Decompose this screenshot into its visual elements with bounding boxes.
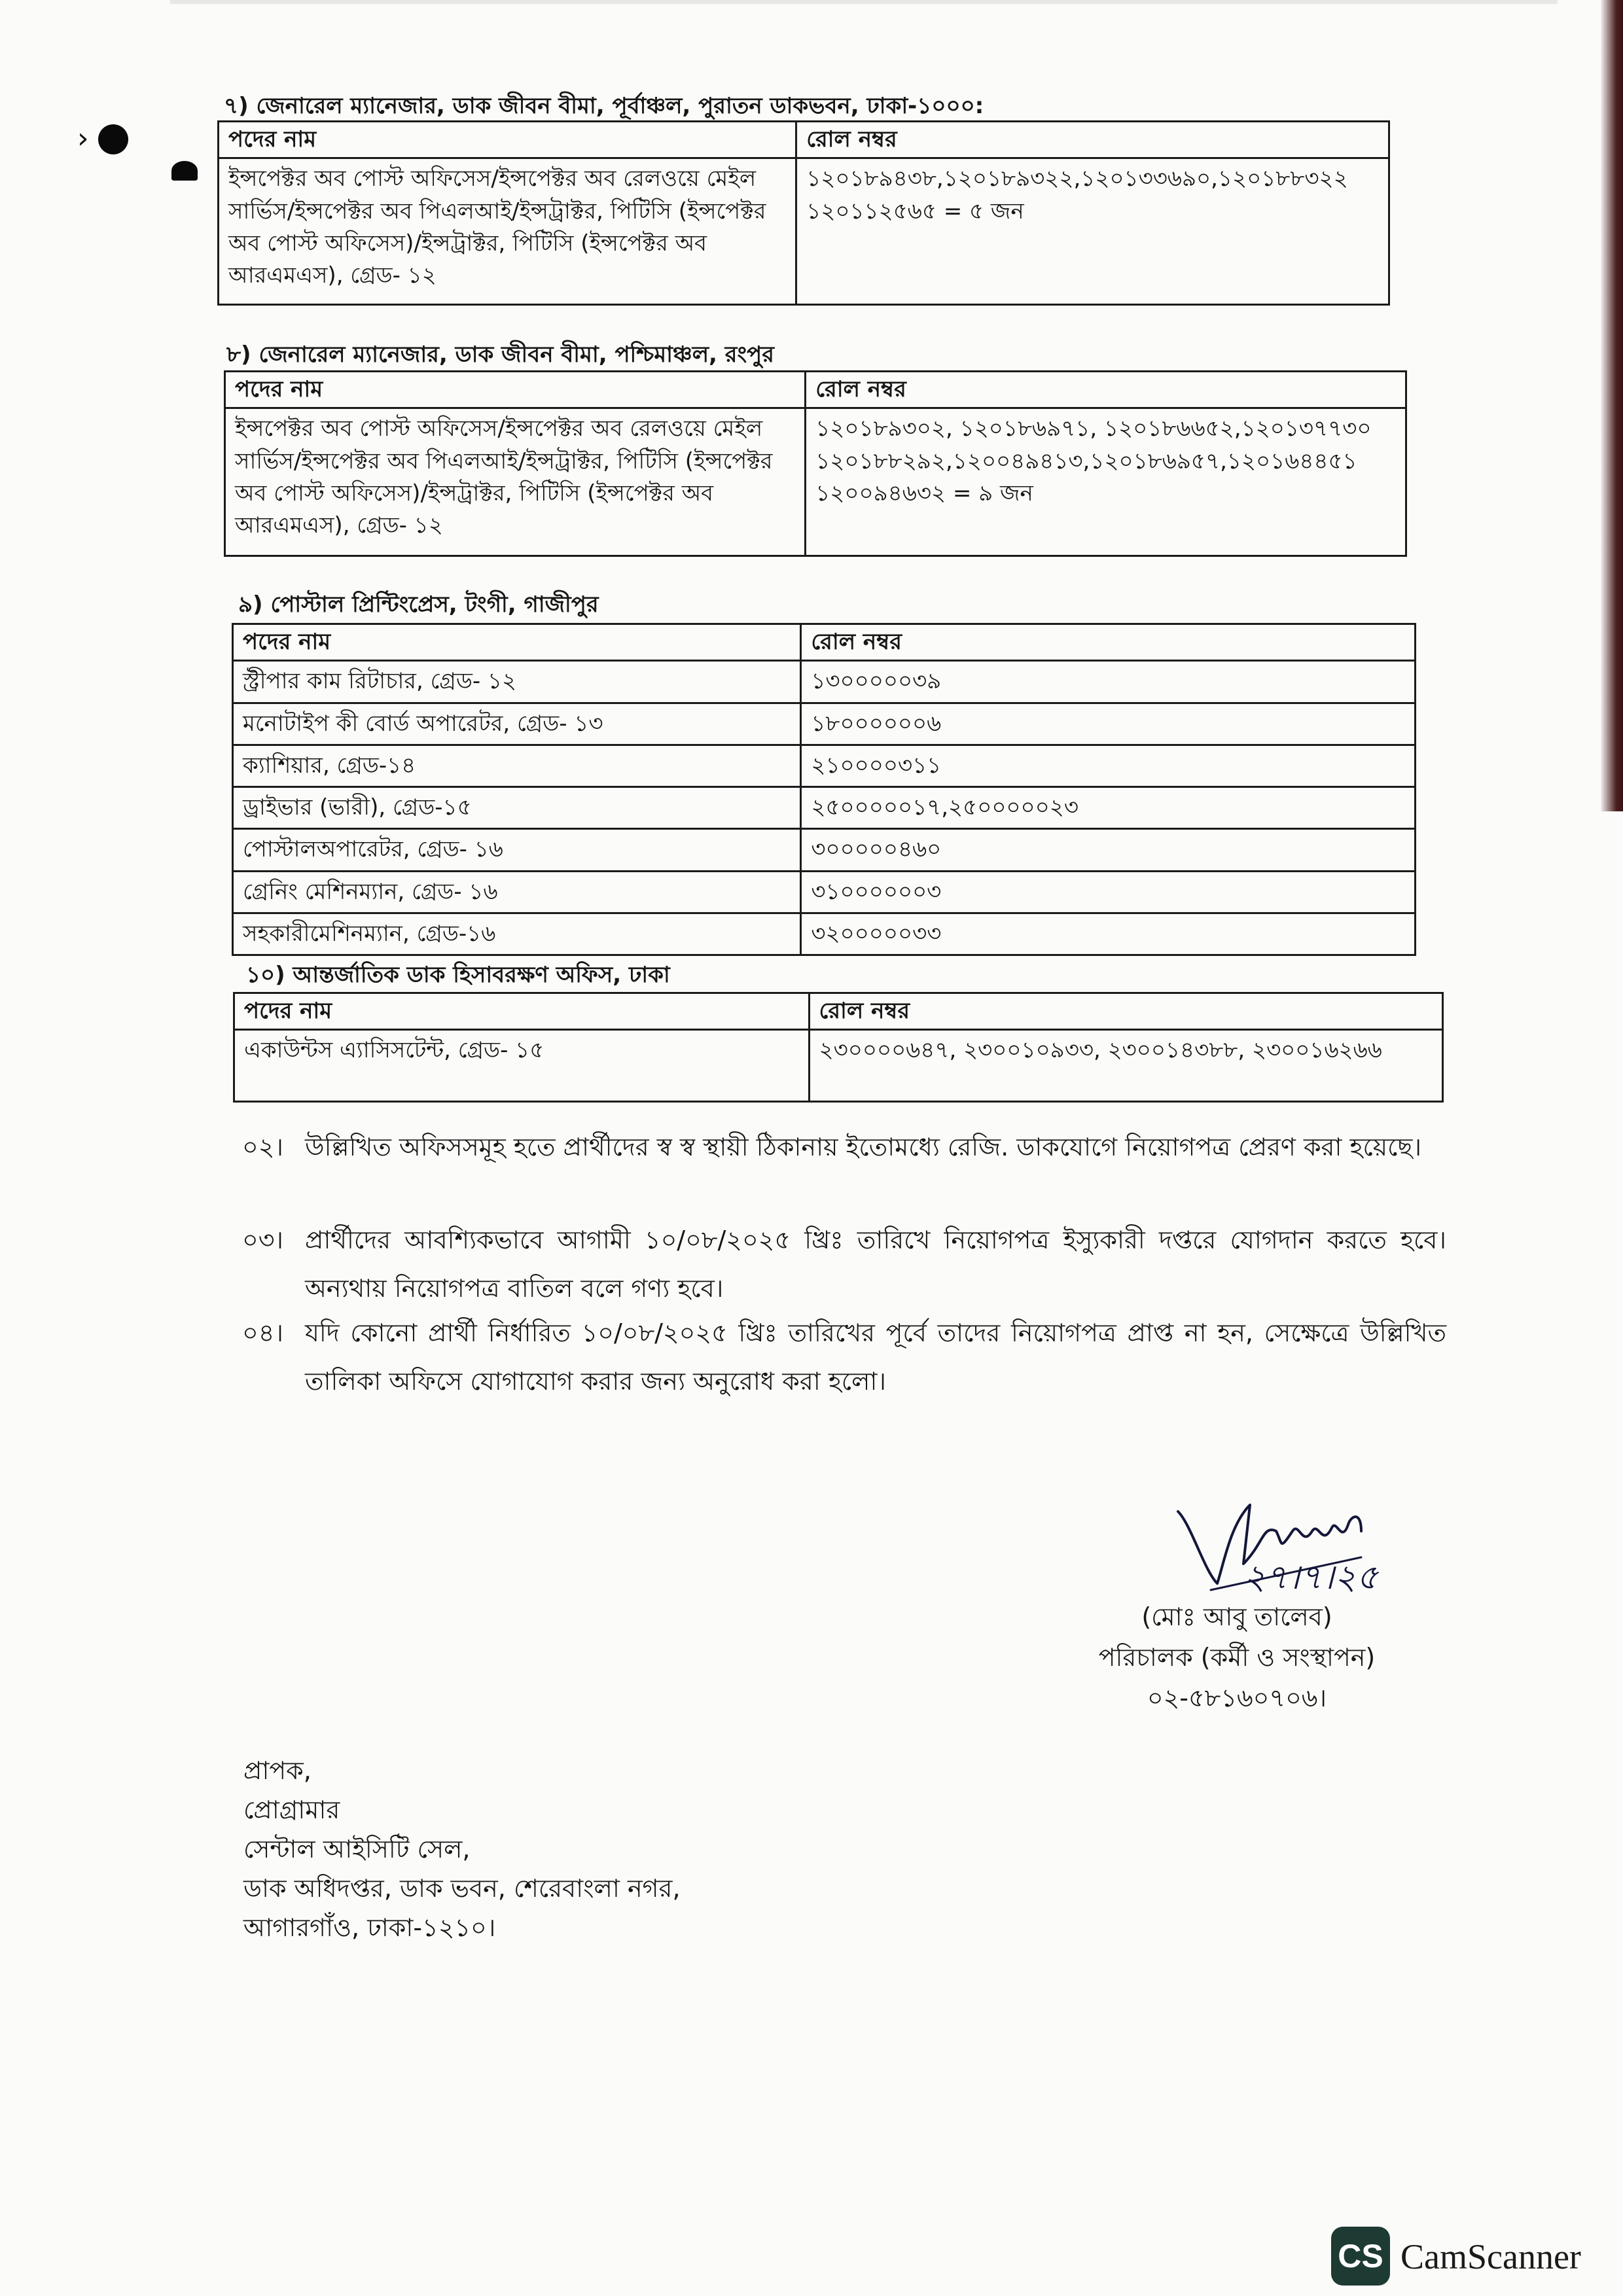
chevron-right-icon: › xyxy=(77,122,89,155)
section-10-title: ১০) আন্তর্জাতিক ডাক হিসাবরক্ষণ অফিস, ঢাকা xyxy=(246,962,670,988)
post-name-cell: ক্যাশিয়ার, গ্রেড-১৪ xyxy=(233,745,801,786)
table-row xyxy=(219,158,1389,305)
table-row xyxy=(225,408,1406,556)
table-row xyxy=(233,913,1416,955)
column-header-post: পদের নাম xyxy=(225,372,806,408)
post-name-cell: ইন্সপেক্টর অব পোস্ট অফিসেস/ইন্সপেক্টর অব রেলওয়ে মেইল সার্ভিস/ইন্সপেক্টর অব পিএলআই/ইন্সট্রাক্টর, পিটিসি (ইন্সপেক্টর অব পোস্ট অফিসেস)/ইন্সট্রাক্টর, পিটিসি (ইন্সপেক্টর অব আরএমএস), গ্রেড- ১২ xyxy=(225,408,806,556)
section-8-title: ৮) জেনারেল ম্যানেজার, ডাক জীবন বীমা, পশ্চিমাঞ্চল, রংপুর xyxy=(226,342,774,368)
post-name-cell: স্ট্রীপার কাম রিটাচার, গ্রেড- ১২ xyxy=(233,661,801,703)
section-7-table xyxy=(217,120,1390,306)
page-top-strip xyxy=(170,0,1558,4)
recipient-line: প্রোগ্রামার xyxy=(243,1795,340,1824)
roll-number-cell: ২৩০০০০৬৪৭, ২৩০০১০৯৩৩, ২৩০০১৪৩৮৮, ২৩০০১৬২৬৬ xyxy=(809,1030,1442,1102)
table-row xyxy=(233,661,1416,703)
paragraph-text: প্রার্থীদের আবশ্যিকভাবে আগামী ১০/০৮/২০২৫ খ্রিঃ তারিখে নিয়োগপত্র ইস্যুকারী দপ্তরে যোগদান করতে হবে। অন্যথায় নিয়োগপত্র বাতিল বলে গণ্য হবে। xyxy=(305,1226,1446,1303)
roll-number-cell: ৩১০০০০০০৩ xyxy=(801,871,1416,913)
roll-number-cell: ২৫০০০০০১৭,২৫০০০০০২৩ xyxy=(801,787,1416,829)
column-header-post: পদের নাম xyxy=(233,624,801,661)
page-edge-shadow xyxy=(1601,0,1623,811)
recipient-block xyxy=(243,1751,681,1947)
roll-number-cell: ১৮০০০০০০৬ xyxy=(801,703,1416,745)
table-row xyxy=(233,745,1416,786)
table-row xyxy=(233,703,1416,745)
column-header-roll: রোল নম্বর xyxy=(809,993,1442,1030)
post-name-cell: মনোটাইপ কী বোর্ড অপারেটর, গ্রেড- ১৩ xyxy=(233,703,801,745)
column-header-roll: রোল নম্বর xyxy=(806,372,1406,408)
table-row xyxy=(233,787,1416,829)
table-row xyxy=(233,829,1416,871)
post-name-cell: সহকারীমেশিনম্যান, গ্রেড-১৬ xyxy=(233,913,801,955)
camscanner-brand-text: CamScanner xyxy=(1400,2237,1581,2276)
column-header-roll: রোল নম্বর xyxy=(801,624,1416,661)
section-9-table xyxy=(232,623,1416,956)
column-header-post: পদের নাম xyxy=(219,122,796,158)
section-9-title: ৯) পোস্টাল প্রিন্টিংপ্রেস, টংগী, গাজীপুর xyxy=(238,592,599,618)
paragraph-03 xyxy=(242,1216,1446,1313)
recipient-heading: প্রাপক, xyxy=(243,1756,312,1785)
punch-hole-mark xyxy=(98,124,128,154)
post-name-cell: ইন্সপেক্টর অব পোস্ট অফিসেস/ইন্সপেক্টর অব রেলওয়ে মেইল সার্ভিস/ইন্সপেক্টর অব পিএলআই/ইন্সট্রাক্টর, পিটিসি (ইন্সপেক্টর অব পোস্ট অফিসেস)/ইন্সট্রাক্টর, পিটিসি (ইন্সপেক্টর অব আরএমএস), গ্রেড- ১২ xyxy=(219,158,796,305)
paragraph-number: ০২। xyxy=(242,1133,284,1161)
post-name-cell: পোস্টালঅপারেটর, গ্রেড- ১৬ xyxy=(233,829,801,871)
post-name-cell: গ্রেনিং মেশিনম্যান, গ্রেড- ১৬ xyxy=(233,871,801,913)
column-header-roll: রোল নম্বর xyxy=(796,122,1389,158)
signatory-name: (মোঃ আবু তালেব) xyxy=(1141,1602,1332,1631)
roll-number-cell: ৩০০০০০৪৬০ xyxy=(801,829,1416,871)
table-header-row xyxy=(225,372,1406,408)
section-7-title: ৭) জেনারেল ম্যানেজার, ডাক জীবন বীমা, পূর্বাঞ্চল, পুরাতন ডাকভবন, ঢাকা-১০০০: xyxy=(224,93,984,119)
signature-block xyxy=(1047,1597,1427,1718)
recipient-line: ডাক অধিদপ্তর, ডাক ভবন, শেরেবাংলা নগর, xyxy=(243,1874,681,1903)
roll-number-cell: ১২০১৮৯৪৩৮,১২০১৮৯৩২২,১২০১৩৩৬৯০,১২০১৮৮৩২২ ১২০১১২৫৬৫ = ৫ জন xyxy=(796,158,1389,305)
post-name-cell: একাউন্টস এ্যাসিসটেন্ট, গ্রেড- ১৫ xyxy=(234,1030,810,1102)
punch-hole-mark xyxy=(171,161,198,181)
roll-number-cell: ২১০০০০৩১১ xyxy=(801,745,1416,786)
roll-number-cell: ১৩০০০০০৩৯ xyxy=(801,661,1416,703)
table-row xyxy=(234,1030,1443,1102)
paragraph-text: যদি কোনো প্রার্থী নির্ধারিত ১০/০৮/২০২৫ খ্রিঃ তারিখের পূর্বে তাদের নিয়োগপত্র প্রাপ্ত না হন, সেক্ষেত্রে উল্লিখিত তালিকা অফিসে যোগাযোগ করার জন্য অনুরোধ করা হলো। xyxy=(305,1318,1446,1396)
recipient-line: আগারগাঁও, ঢাকা-১২১০। xyxy=(243,1913,496,1942)
paragraph-number: ০৩। xyxy=(242,1226,284,1254)
roll-number-cell: ১২০১৮৯৩০২, ১২০১৮৬৯৭১, ১২০১৮৬৬৫২,১২০১৩৭৭৩০ ১২০১৮৮২৯২,১২০০৪৯৪১৩,১২০১৮৬৯৫৭,১২০১৬৪৪৫১ ১২০০৯৪৬৩২ = ৯ জন xyxy=(806,408,1406,556)
recipient-line: সেন্টাল আইসিটি সেল, xyxy=(243,1835,471,1863)
camscanner-logo-icon: CS xyxy=(1331,2227,1390,2286)
column-header-post: পদের নাম xyxy=(234,993,810,1030)
post-name-cell: ড্রাইভার (ভারী), গ্রেড-১৫ xyxy=(233,787,801,829)
section-10-table xyxy=(233,992,1444,1103)
paragraph-02 xyxy=(242,1123,1446,1171)
paragraph-04 xyxy=(242,1309,1446,1405)
signatory-phone: ০২-৫৮১৬০৭০৬। xyxy=(1147,1684,1327,1712)
paragraph-text: উল্লিখিত অফিসসমূহ হতে প্রার্থীদের স্ব স্ব স্থায়ী ঠিকানায় ইতোমধ্যে রেজি. ডাকযোগে নিয়োগপত্র প্রেরণ করা হয়েছে। xyxy=(305,1133,1422,1161)
table-header-row xyxy=(234,993,1443,1030)
roll-number-cell: ৩২০০০০০৩৩ xyxy=(801,913,1416,955)
section-8-table xyxy=(224,370,1407,557)
table-row xyxy=(233,871,1416,913)
paragraph-number: ০৪। xyxy=(242,1318,283,1347)
table-header-row xyxy=(233,624,1416,661)
table-header-row xyxy=(219,122,1389,158)
signature-date: ২৭।৭।২৫ xyxy=(1243,1558,1379,1597)
signatory-designation: পরিচালক (কর্মী ও সংস্থাপন) xyxy=(1098,1643,1376,1672)
